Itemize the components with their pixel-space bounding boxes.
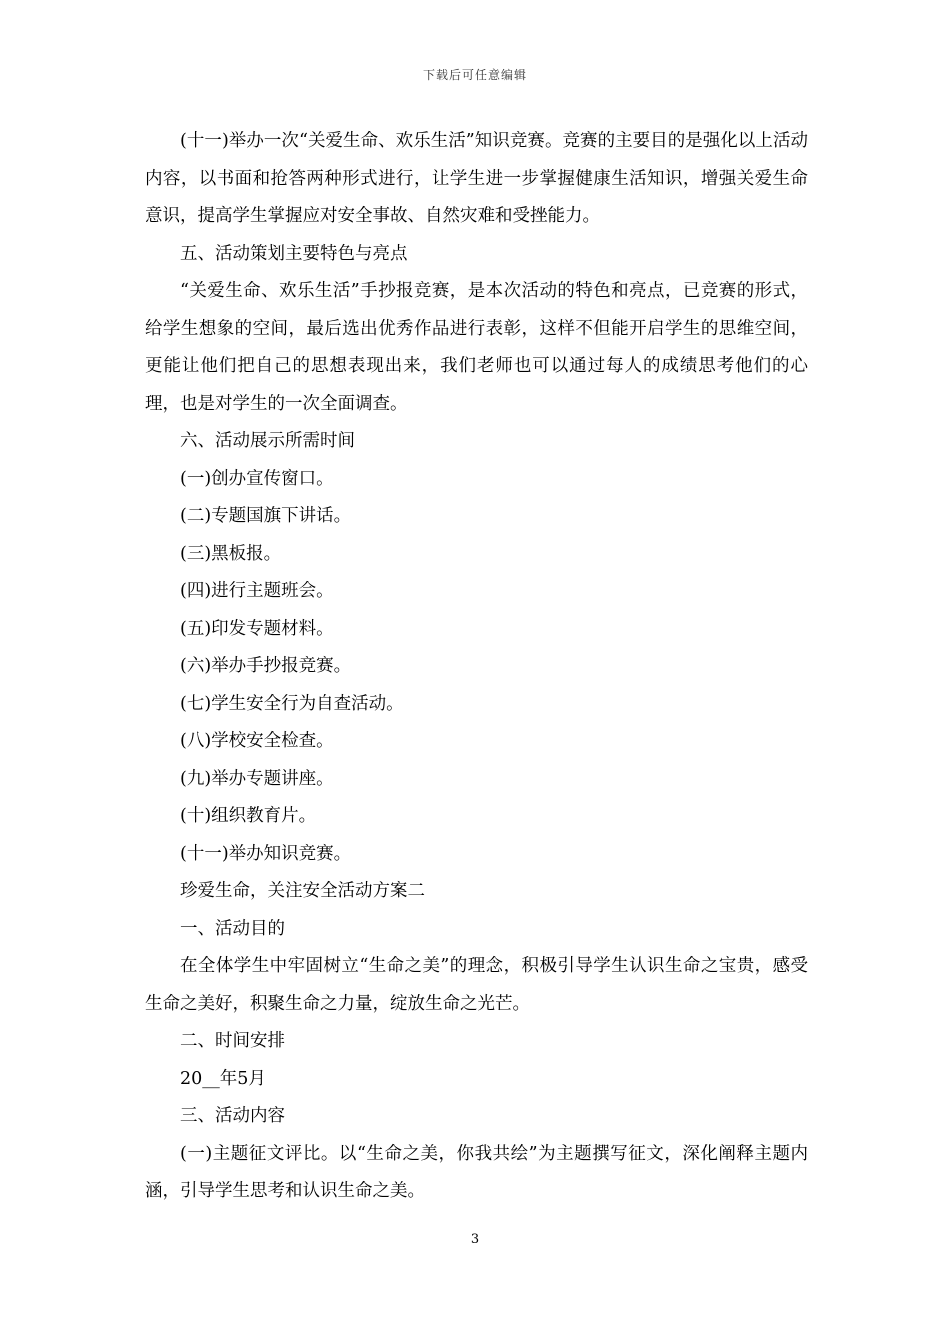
paragraph: 20__年5月 [180,1068,266,1089]
section-heading: 二、时间安排 [180,1031,285,1051]
body-text [145,123,808,1211]
list-item: (九)举办专题讲座。 [180,768,334,789]
paragraph: (一)主题征文评比。以“生命之美，你我共绘”为主题撰写征文，深化阐释主题内涵，引导学生思考和认识生命之美。 [145,1143,808,1201]
list-item: (七)学生安全行为自查活动。 [180,693,404,714]
paragraph: 在全体学生中牢固树立“生命之美”的理念，积极引导学生认识生命之宝贵，感受生命之美好，积聚生命之力量，绽放生命之光芒。 [145,956,808,1014]
page-header: 下载后可任意编辑 [422,68,527,82]
page-number: 3 [470,1232,480,1247]
section-heading: 六、活动展示所需时间 [180,431,355,451]
list-item: (二)专题国旗下讲话。 [180,506,352,526]
paragraph: (十一)举办一次“关爱生命、欢乐生活”知识竞赛。竞赛的主要目的是强化以上活动内容，以书面和抢答两种形式进行，让学生进一步掌握健康生活知识，增强关爱生命意识，提高学生掌握应对安全事故、自然灾难和受挫能力。 [145,131,808,226]
list-item: (四)进行主题班会。 [180,581,334,601]
list-item: (五)印发专题材料。 [180,618,334,639]
list-item: (八)学校安全检查。 [180,731,334,751]
list-item: (六)举办手抄报竞赛。 [180,656,352,676]
list-item: (十)组织教育片。 [180,806,317,826]
paragraph: “关爱生命、欢乐生活”手抄报竞赛，是本次活动的特色和亮点，已竞赛的形式，给学生想象的空间，最后选出优秀作品进行表彰，这样不但能开启学生的思维空间，更能让他们把自己的思想表现出来，我们老师也可以通过每人的成绩思考他们的心理，也是对学生的一次全面调查。 [145,281,808,414]
section-heading: 三、活动内容 [180,1106,285,1126]
list-item: (十一)举办知识竞赛。 [180,843,352,864]
document-subtitle: 珍爱生命，关注安全活动方案二 [180,881,425,901]
list-item: (一)创办宣传窗口。 [180,468,334,489]
section-heading: 五、活动策划主要特色与亮点 [180,243,408,264]
section-heading: 一、活动目的 [180,918,285,939]
list-item: (三)黑板报。 [180,543,282,564]
